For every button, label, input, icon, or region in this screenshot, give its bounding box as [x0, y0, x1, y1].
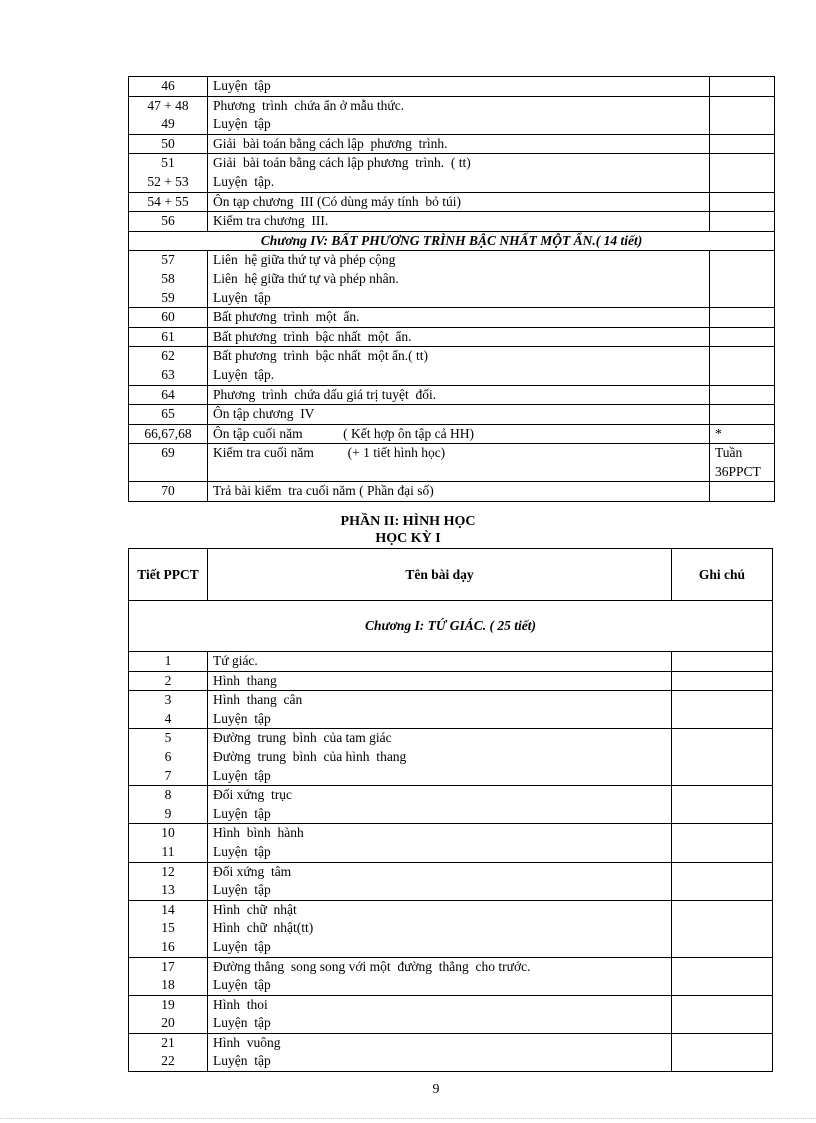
period-number: 50 — [129, 134, 208, 154]
lesson-title: Phương trình chứa ẩn ở mẫu thức. Luyện tập — [208, 96, 710, 134]
lesson-note — [672, 995, 773, 1033]
lesson-note — [710, 347, 775, 385]
header-period: Tiết PPCT — [129, 549, 208, 601]
lesson-note — [710, 192, 775, 212]
period-number: 17 18 — [129, 957, 208, 995]
lesson-note — [672, 824, 773, 862]
table-row — [129, 482, 775, 502]
period-number: 14 15 16 — [129, 900, 208, 957]
lesson-note — [672, 652, 773, 672]
table-row — [129, 405, 775, 425]
table-header-row — [129, 549, 773, 601]
lesson-title: Hình thang — [208, 671, 672, 691]
lesson-note — [710, 134, 775, 154]
table-row — [129, 729, 773, 786]
lesson-title: Kiểm tra chương III. — [208, 212, 710, 232]
header-notes: Ghi chú — [672, 549, 773, 601]
period-number: 60 — [129, 308, 208, 328]
lesson-title: Ôn tập cuối năm ( Kết hợp ôn tập cả HH) — [208, 424, 710, 444]
period-number: 10 11 — [129, 824, 208, 862]
period-number: 64 — [129, 385, 208, 405]
lesson-title: Hình chữ nhật Hình chữ nhật(tt) Luyện tập — [208, 900, 672, 957]
lesson-title: Bất phương trình bậc nhất một ẩn. — [208, 327, 710, 347]
table-row — [129, 154, 775, 192]
period-number: 3 4 — [129, 691, 208, 729]
chapter-row — [129, 231, 775, 251]
semester-heading: HỌC KỲ I — [375, 531, 441, 546]
lesson-note — [710, 96, 775, 134]
lesson-title: Hình vuông Luyện tập — [208, 1033, 672, 1071]
lesson-note — [710, 212, 775, 232]
table-row — [129, 96, 775, 134]
lesson-note — [672, 900, 773, 957]
table-row — [129, 251, 775, 308]
lesson-title: Liên hệ giữa thứ tự và phép cộng Liên hệ giữa thứ tự và phép nhân. Luyện tập — [208, 251, 710, 308]
lesson-title: Hình bình hành Luyện tập — [208, 824, 672, 862]
lesson-title: Trả bài kiểm tra cuối năm ( Phần đại số) — [208, 482, 710, 502]
lesson-note — [672, 957, 773, 995]
period-number: 66,67,68 — [129, 424, 208, 444]
table-row — [129, 824, 773, 862]
table-row — [129, 444, 775, 482]
table-row — [129, 424, 775, 444]
period-number: 61 — [129, 327, 208, 347]
period-number: 65 — [129, 405, 208, 425]
table-row — [129, 308, 775, 328]
period-number: 56 — [129, 212, 208, 232]
period-number: 1 — [129, 652, 208, 672]
table-row — [129, 347, 775, 385]
algebra-rows-chapter4 — [129, 251, 775, 502]
page-number: 9 — [432, 1082, 440, 1097]
table-row — [129, 327, 775, 347]
part-2-heading: PHẦN II: HÌNH HỌC — [340, 514, 476, 529]
lesson-note — [710, 482, 775, 502]
period-number: 69 — [129, 444, 208, 482]
page-bottom-rule — [0, 1118, 816, 1119]
lesson-note — [710, 327, 775, 347]
lesson-title: Bất phương trình một ẩn. — [208, 308, 710, 328]
table-row — [129, 671, 773, 691]
lesson-note — [710, 154, 775, 192]
period-number: 46 — [129, 77, 208, 97]
table-row — [129, 691, 773, 729]
period-number: 47 + 48 49 — [129, 96, 208, 134]
header-lesson-name: Tên bài dạy — [208, 549, 672, 601]
table-row — [129, 957, 773, 995]
period-number: 19 20 — [129, 995, 208, 1033]
lesson-note — [672, 862, 773, 900]
lesson-note: Tuần 36PPCT — [710, 444, 775, 482]
period-number: 51 52 + 53 — [129, 154, 208, 192]
table-row — [129, 995, 773, 1033]
lesson-title: Giải bài toán bằng cách lập phương trình. ( tt) Luyện tập. — [208, 154, 710, 192]
algebra-schedule-table — [128, 76, 775, 502]
table-row — [129, 385, 775, 405]
lesson-title: Luyện tập — [208, 77, 710, 97]
lesson-note — [672, 729, 773, 786]
lesson-note — [710, 77, 775, 97]
lesson-note — [710, 251, 775, 308]
period-number: 70 — [129, 482, 208, 502]
table-row — [129, 862, 773, 900]
lesson-title: Kiểm tra cuối năm (+ 1 tiết hình học) — [208, 444, 710, 482]
lesson-note: * — [710, 424, 775, 444]
period-number: 8 9 — [129, 786, 208, 824]
period-number: 2 — [129, 671, 208, 691]
table-row — [129, 1033, 773, 1071]
period-number: 57 58 59 — [129, 251, 208, 308]
lesson-title: Bất phương trình bậc nhất một ẩn.( tt) Luyện tập. — [208, 347, 710, 385]
lesson-title: Hình thoi Luyện tập — [208, 995, 672, 1033]
lesson-title: Hình thang cân Luyện tập — [208, 691, 672, 729]
lesson-title: Phương trình chứa dấu giá trị tuyệt đối. — [208, 385, 710, 405]
chapter-1-title: Chương I: TỨ GIÁC. ( 25 tiết) — [129, 601, 773, 652]
chapter-4-title: Chương IV: BẤT PHƯƠNG TRÌNH BẬC NHẤT MỘT ẨN.( 14 tiết) — [129, 231, 775, 251]
lesson-title: Ôn tạp chương III (Có dùng máy tính bỏ túi) — [208, 192, 710, 212]
lesson-note — [672, 786, 773, 824]
algebra-rows-chapter3 — [129, 77, 775, 232]
period-number: 21 22 — [129, 1033, 208, 1071]
lesson-title: Tứ giác. — [208, 652, 672, 672]
lesson-note — [672, 671, 773, 691]
period-number: 5 6 7 — [129, 729, 208, 786]
lesson-title: Ôn tập chương IV — [208, 405, 710, 425]
table-row — [129, 77, 775, 97]
table-row — [129, 212, 775, 232]
chapter-row — [129, 601, 773, 652]
geometry-rows — [129, 652, 773, 1072]
lesson-note — [710, 308, 775, 328]
lesson-title: Đối xứng tâm Luyện tập — [208, 862, 672, 900]
lesson-title: Giải bài toán bằng cách lập phương trình. — [208, 134, 710, 154]
lesson-title: Đường thẳng song song với một đường thẳng cho trước. Luyện tập — [208, 957, 672, 995]
table-row — [129, 192, 775, 212]
period-number: 12 13 — [129, 862, 208, 900]
table-row — [129, 900, 773, 957]
lesson-note — [710, 385, 775, 405]
table-row — [129, 134, 775, 154]
lesson-note — [710, 405, 775, 425]
period-number: 62 63 — [129, 347, 208, 385]
table-row — [129, 786, 773, 824]
lesson-title: Đối xứng trục Luyện tập — [208, 786, 672, 824]
geometry-schedule-table — [128, 548, 773, 1072]
table-row — [129, 652, 773, 672]
lesson-note — [672, 1033, 773, 1071]
lesson-title: Đường trung bình của tam giác Đường trung bình của hình thang Luyện tập — [208, 729, 672, 786]
lesson-note — [672, 691, 773, 729]
period-number: 54 + 55 — [129, 192, 208, 212]
